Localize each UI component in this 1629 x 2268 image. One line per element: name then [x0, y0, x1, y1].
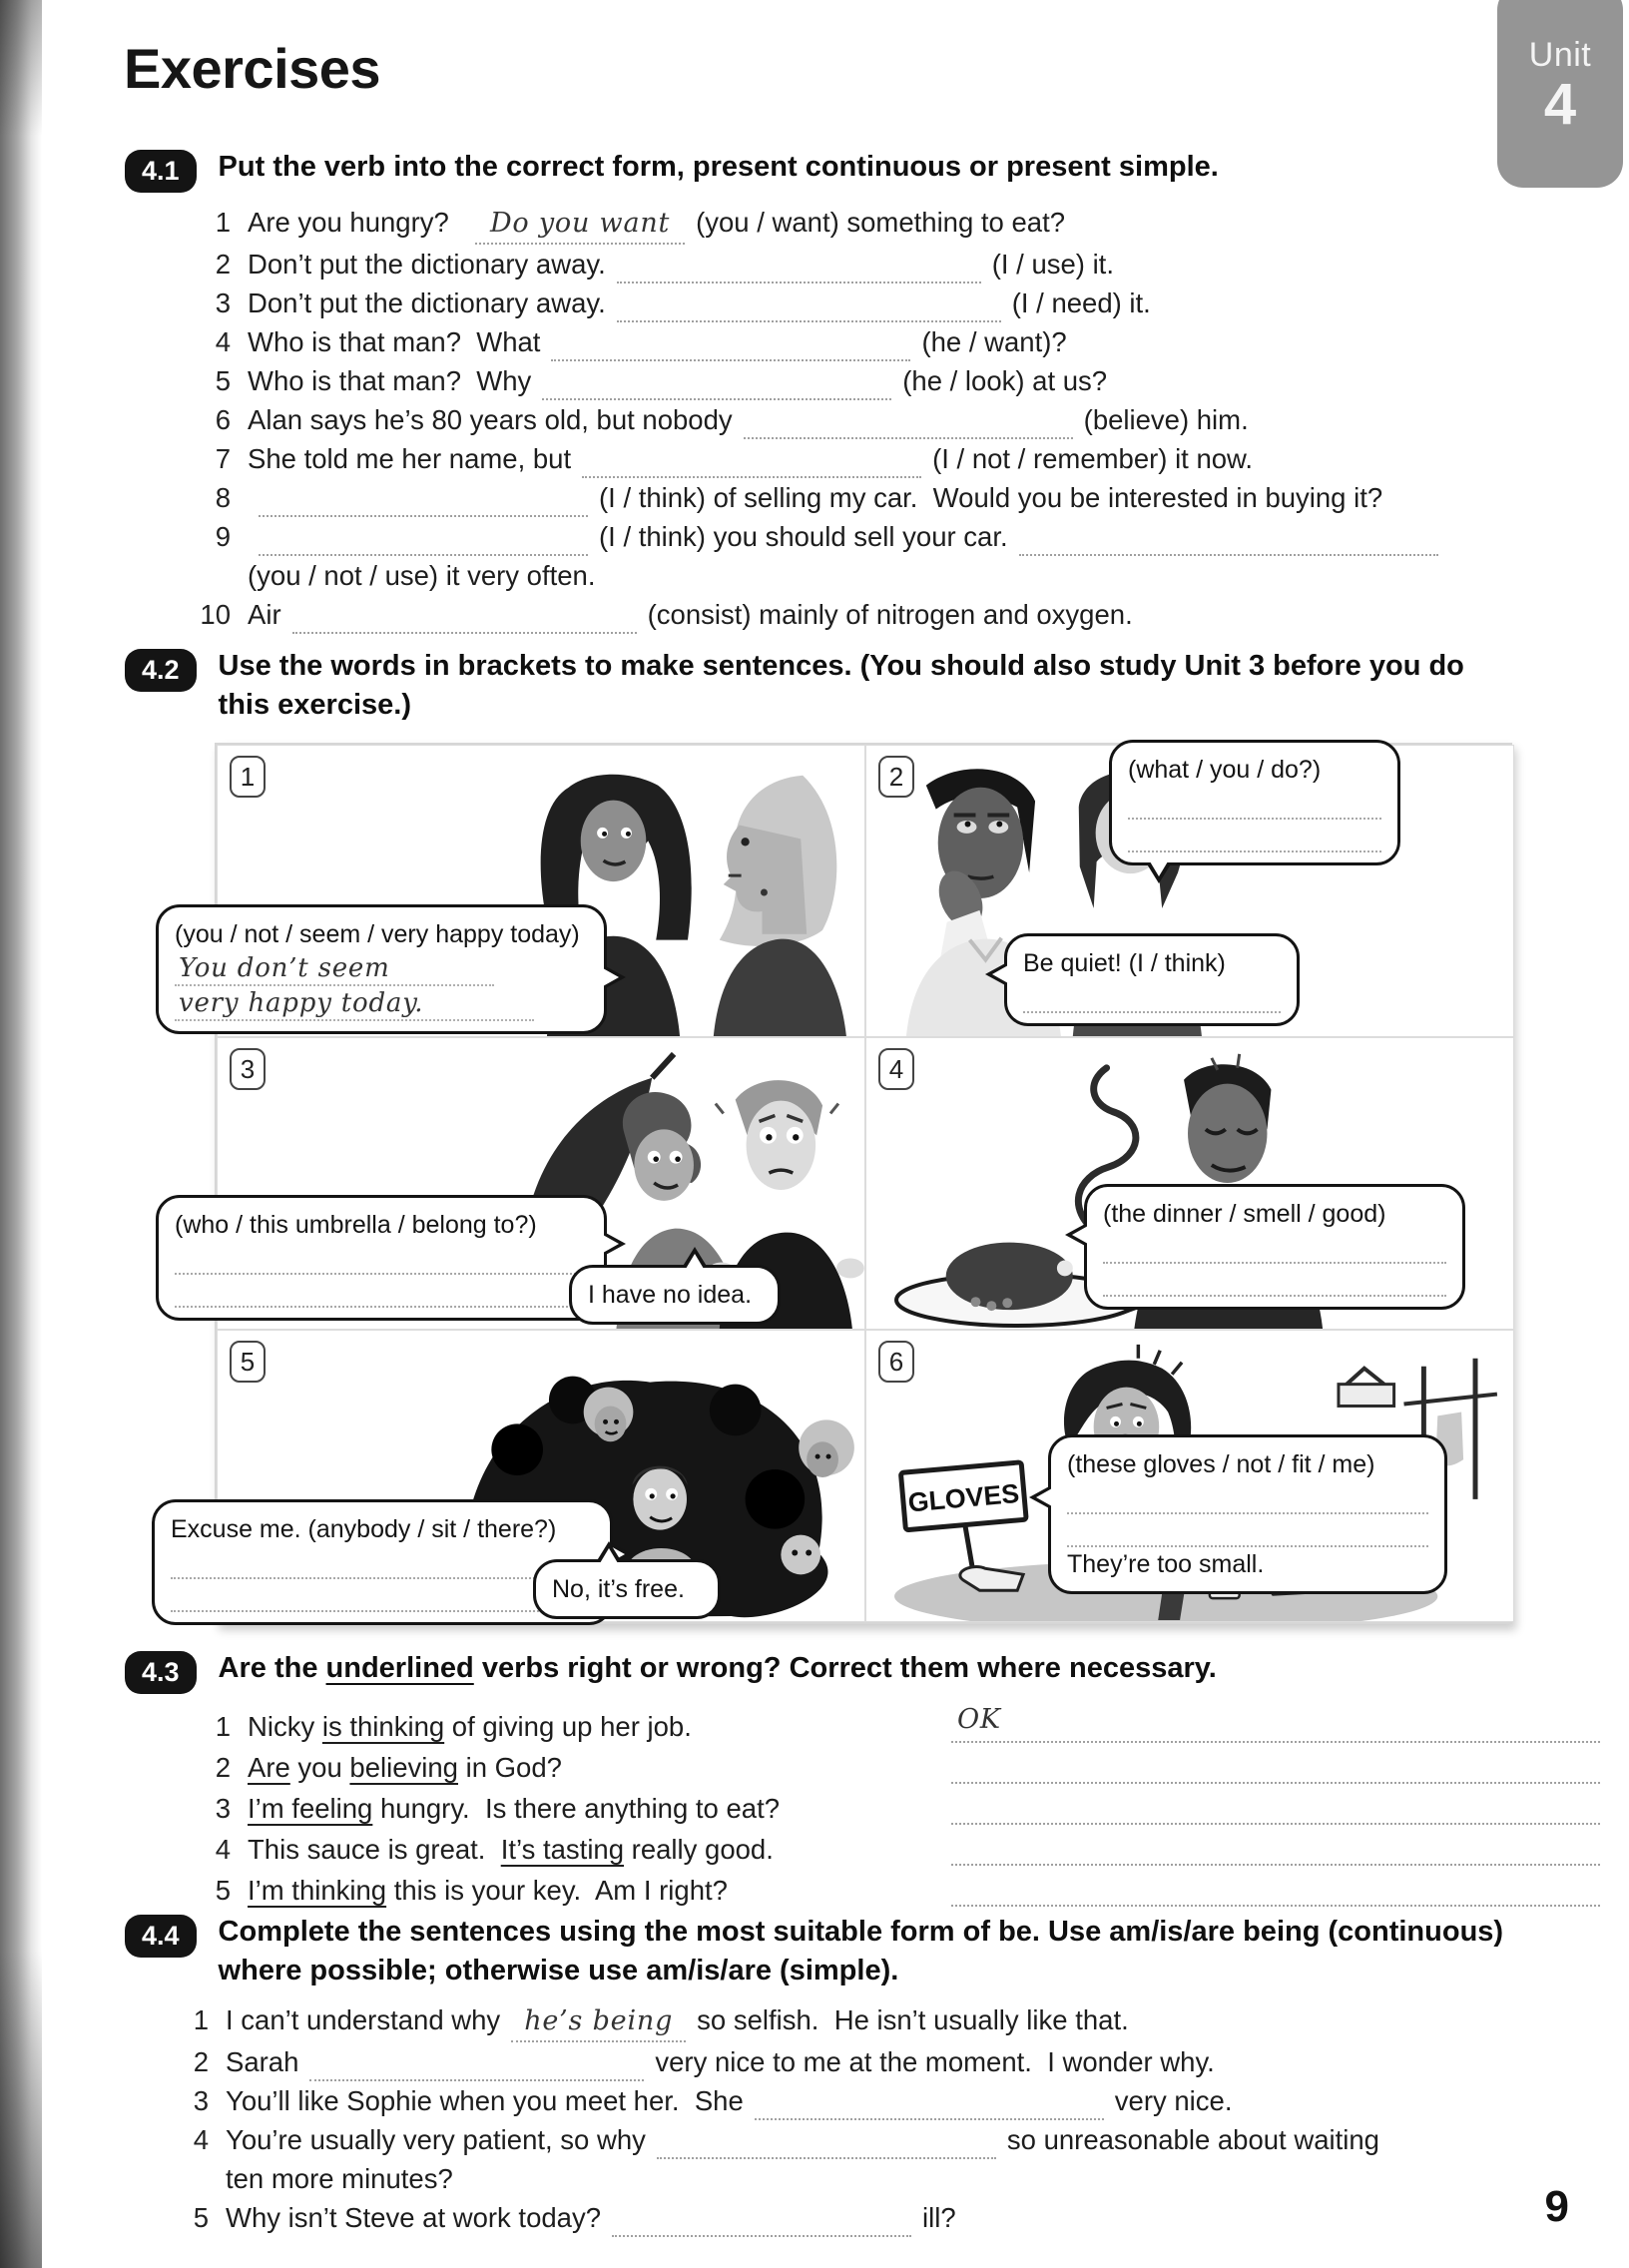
item-sentence [248, 322, 1600, 361]
item-text: This sauce is great. [248, 1834, 501, 1865]
answer-blank-line [1128, 787, 1381, 820]
item-number: 5 [193, 2202, 209, 2233]
exercise-item-3 [191, 284, 1600, 322]
exercise-4-4 [125, 1913, 1600, 2237]
page-title: Exercises [124, 37, 381, 100]
item-sentence [248, 400, 1600, 439]
item-text: You’ll like Sophie when you meet her. She [226, 2085, 744, 2116]
item-text: (believe) him. [1083, 404, 1249, 435]
item-sentence [248, 517, 1600, 595]
item-number: 1 [215, 1711, 231, 1742]
answer-blank [309, 2051, 644, 2081]
answer-blank [617, 292, 1001, 322]
speech-bubble-prompt [1084, 1184, 1465, 1310]
speech-bubble-reply [533, 1559, 721, 1619]
exercise-4-3 [125, 1649, 1600, 1911]
item-sentence [248, 1747, 951, 1788]
bracket-prompt: Excuse me. (anybody / sit / there?) [171, 1515, 557, 1543]
speech-bubble-prompt [1109, 740, 1400, 865]
answer-blank [617, 254, 981, 284]
item-text: very nice. [1114, 2085, 1233, 2116]
item-sentence [248, 478, 1600, 517]
item-text: Air [248, 599, 281, 630]
exercise-items [191, 203, 1600, 634]
answer-blank [744, 409, 1073, 439]
item-text: of giving up her job. [444, 1711, 692, 1742]
exercise-title: Are the underlined verbs right or wrong? Correct them where necessary. [218, 1652, 1217, 1684]
item-sentence [226, 2042, 1600, 2081]
item-text: in God? [457, 1752, 562, 1783]
answer-blank-line [1103, 1264, 1446, 1297]
item-text: (consist) mainly of nitrogen and oxygen. [647, 599, 1133, 630]
item-number: 4 [215, 326, 231, 357]
item-number: 8 [215, 482, 231, 513]
item-sentence [248, 203, 1600, 245]
answer-blank-line [171, 1546, 594, 1579]
item-sentence [248, 1829, 951, 1870]
exercise-badge: 4.4 [125, 1915, 197, 1958]
item-text: ten more minutes? [226, 2163, 453, 2194]
book-binding-shadow [0, 0, 42, 2268]
exercise-item-3 [169, 2081, 1600, 2120]
bubble-text: I have no idea. [588, 1281, 753, 1309]
answer-blank-line [1103, 1231, 1446, 1264]
answer-blank [551, 331, 910, 361]
item-text: really good. [624, 1834, 774, 1865]
item-sentence [248, 1870, 951, 1911]
speech-bubble-prompt [156, 1195, 607, 1321]
bubble-text: No, it’s free. [552, 1575, 685, 1603]
panel-number: 2 [878, 756, 914, 798]
answer-blank [259, 526, 588, 556]
exercise-item-4 [169, 2120, 1600, 2198]
item-text: (I / think) you should sell your car. [599, 521, 1008, 552]
item-sentence [248, 284, 1600, 322]
answer-blank [755, 2090, 1104, 2120]
item-text: She told me her name, but [248, 443, 572, 474]
comic-panel-4 [865, 1037, 1514, 1330]
item-sentence [248, 1706, 951, 1747]
item-sentence [248, 245, 1600, 284]
item-text: (he / look) at us? [902, 365, 1108, 396]
exercise-item-1 [191, 1706, 1600, 1747]
item-text: I can’t understand why [226, 2004, 501, 2035]
exercise-item-10 [191, 595, 1600, 634]
answer-blank-line [175, 1275, 588, 1308]
underlined-verb: is thinking [321, 1711, 445, 1742]
item-sentence [248, 1788, 951, 1829]
handwritten-answer: OK [957, 1704, 1001, 1735]
exercise-items [191, 1706, 1600, 1911]
exercise-item-6 [191, 400, 1600, 439]
handwritten-answer-line: very happy today. [175, 986, 534, 1021]
bubble-text: They’re too small. [1067, 1550, 1265, 1578]
exercise-item-3 [191, 1788, 1600, 1829]
item-sentence [226, 2081, 1600, 2120]
item-number: 3 [193, 2085, 209, 2116]
exercise-item-5 [191, 1870, 1600, 1911]
answer-blank [292, 604, 637, 634]
exercise-item-9 [191, 517, 1600, 595]
item-text: you [289, 1752, 350, 1783]
comic-panel-1 [175, 745, 865, 1037]
exercise-item-1 [169, 2000, 1600, 2042]
item-number: 4 [193, 2124, 209, 2155]
exercise-item-2 [191, 1747, 1600, 1788]
correction-line [951, 1832, 1600, 1866]
item-text: Don’t put the dictionary away. [248, 249, 606, 280]
item-text: hungry. Is there anything to eat? [372, 1793, 781, 1824]
exercise-item-1 [191, 203, 1600, 245]
answer-blank [582, 448, 921, 478]
item-text: (you / want) something to eat? [696, 207, 1065, 238]
bracket-prompt: (these gloves / not / fit / me) [1067, 1450, 1375, 1478]
item-number: 5 [215, 1875, 231, 1906]
answer-blank [542, 370, 891, 400]
speech-bubble-reply [1004, 933, 1300, 1026]
answer-blank-filled [475, 203, 685, 245]
item-number: 6 [215, 404, 231, 435]
item-number: 5 [215, 365, 231, 396]
bracket-prompt: (what / you / do?) [1128, 756, 1322, 784]
comic-panel-6 [865, 1330, 1514, 1622]
underlined-verb: I’m feeling [248, 1793, 373, 1824]
gloves-sign-text: GLOVES [906, 1477, 1021, 1518]
item-sentence [248, 595, 1600, 634]
exercise-4-1 [125, 148, 1600, 634]
handwritten-answer: Do you want [489, 208, 671, 239]
panel-number: 3 [230, 1048, 266, 1090]
correction-line [951, 1750, 1600, 1784]
item-text: so selfish. He isn’t usually like that. [697, 2004, 1129, 2035]
item-text: Nicky [248, 1711, 322, 1742]
item-number: 2 [215, 1752, 231, 1783]
exercise-item-4 [191, 322, 1600, 361]
item-number: 4 [215, 1834, 231, 1865]
item-text: so unreasonable about waiting [1006, 2124, 1379, 2155]
underlined-verb: Are [248, 1752, 290, 1783]
underlined-verb: I’m thinking [248, 1875, 387, 1906]
panel-number: 5 [230, 1341, 266, 1383]
item-sentence [226, 2120, 1600, 2198]
comic-grid [171, 743, 1512, 1624]
exercise-4-2 [125, 647, 1600, 1624]
exercise-item-5 [169, 2198, 1600, 2237]
item-text: (I / need) it. [1011, 287, 1151, 318]
item-text: Don’t put the dictionary away. [248, 287, 606, 318]
item-text: Who is that man? What [248, 326, 541, 357]
item-text: (he / want)? [921, 326, 1067, 357]
item-text: ill? [922, 2202, 956, 2233]
bubble-text: Be quiet! (I / think) [1023, 949, 1226, 977]
exercise-title: Use the words in brackets to make sentences. (You should also study Unit 3 before you do this exercise.) [218, 650, 1464, 721]
item-number: 1 [193, 2004, 209, 2035]
answer-blank-line [1023, 980, 1281, 1013]
speech-bubble-prompt [156, 904, 607, 1034]
item-number: 7 [215, 443, 231, 474]
unit-tab [1497, 0, 1623, 188]
item-text: Alan says he’s 80 years old, but nobody [248, 404, 733, 435]
answer-blank-line [175, 1242, 588, 1275]
panel-number: 1 [230, 756, 266, 798]
comic-panel-3 [175, 1037, 865, 1330]
correction-line [951, 1873, 1600, 1907]
answer-blank-filled [511, 2000, 686, 2042]
unit-label: Unit [1528, 36, 1592, 74]
correction-line [951, 1704, 1600, 1743]
item-number: 3 [215, 287, 231, 318]
item-text: this is your key. Am I right? [386, 1875, 728, 1906]
item-text: (I / use) it. [991, 249, 1114, 280]
item-sentence [226, 2000, 1600, 2042]
bracket-prompt: (the dinner / smell / good) [1103, 1200, 1386, 1228]
exercise-title: Complete the sentences using the most suitable form of be. Use am/is/are being (continuous) where possible; otherwise use am/is/are (simple). [218, 1916, 1504, 1986]
comic-panel-5 [171, 1330, 865, 1622]
item-text: (you / not / use) it very often. [248, 560, 596, 591]
answer-blank-line [1067, 1514, 1428, 1547]
handwritten-answer: he’s being [524, 2005, 674, 2036]
exercise-items [169, 2000, 1600, 2237]
comic-panel-2 [865, 745, 1514, 1037]
answer-blank [657, 2129, 996, 2159]
item-text: Sarah [226, 2046, 299, 2077]
speech-bubble-prompt [1048, 1434, 1447, 1594]
bracket-prompt: (you / not / seem / very happy today) [175, 920, 580, 948]
item-text: You’re usually very patient, so why [226, 2124, 646, 2155]
underlined-verb: It’s tasting [500, 1834, 625, 1865]
exercise-badge: 4.1 [125, 150, 197, 193]
answer-blank-line [1128, 820, 1381, 852]
exercise-item-5 [191, 361, 1600, 400]
exercise-badge: 4.3 [125, 1651, 197, 1694]
item-number: 1 [215, 207, 231, 238]
handwritten-answer-line: You don’t seem [175, 951, 494, 986]
exercise-item-4 [191, 1829, 1600, 1870]
exercise-badge: 4.2 [125, 649, 197, 692]
item-text: (I / think) of selling my car. Would you be interested in buying it? [599, 482, 1383, 513]
item-sentence [226, 2198, 1600, 2237]
item-text: Why isn’t Steve at work today? [226, 2202, 601, 2233]
item-text: (I / not / remember) it now. [932, 443, 1254, 474]
answer-blank [1019, 526, 1438, 556]
unit-number: 4 [1543, 72, 1577, 137]
exercise-title: Put the verb into the correct form, present continuous or present simple. [218, 151, 1219, 183]
exercise-item-8 [191, 478, 1600, 517]
item-text: Are you hungry? [248, 207, 465, 238]
item-text: Who is that man? Why [248, 365, 532, 396]
exercise-item-2 [191, 245, 1600, 284]
item-number: 10 [200, 599, 231, 630]
answer-blank [612, 2207, 911, 2237]
page-number: 9 [1544, 2182, 1569, 2231]
item-text: very nice to me at the moment. I wonder why. [655, 2046, 1215, 2077]
panel-number: 4 [878, 1048, 914, 1090]
answer-blank-line [171, 1579, 594, 1612]
bracket-prompt: (who / this umbrella / belong to?) [175, 1211, 537, 1239]
panel-number: 6 [878, 1341, 914, 1383]
speech-bubble-reply [569, 1265, 781, 1325]
item-number: 3 [215, 1793, 231, 1824]
correction-line [951, 1791, 1600, 1825]
underlined-verb: believing [349, 1752, 458, 1783]
answer-blank-line [1067, 1481, 1428, 1514]
item-number: 2 [215, 249, 231, 280]
item-sentence [248, 439, 1600, 478]
item-sentence [248, 361, 1600, 400]
exercise-item-2 [169, 2042, 1600, 2081]
item-number: 9 [215, 521, 231, 552]
item-number: 2 [193, 2046, 209, 2077]
answer-blank [259, 487, 588, 517]
exercise-item-7 [191, 439, 1600, 478]
